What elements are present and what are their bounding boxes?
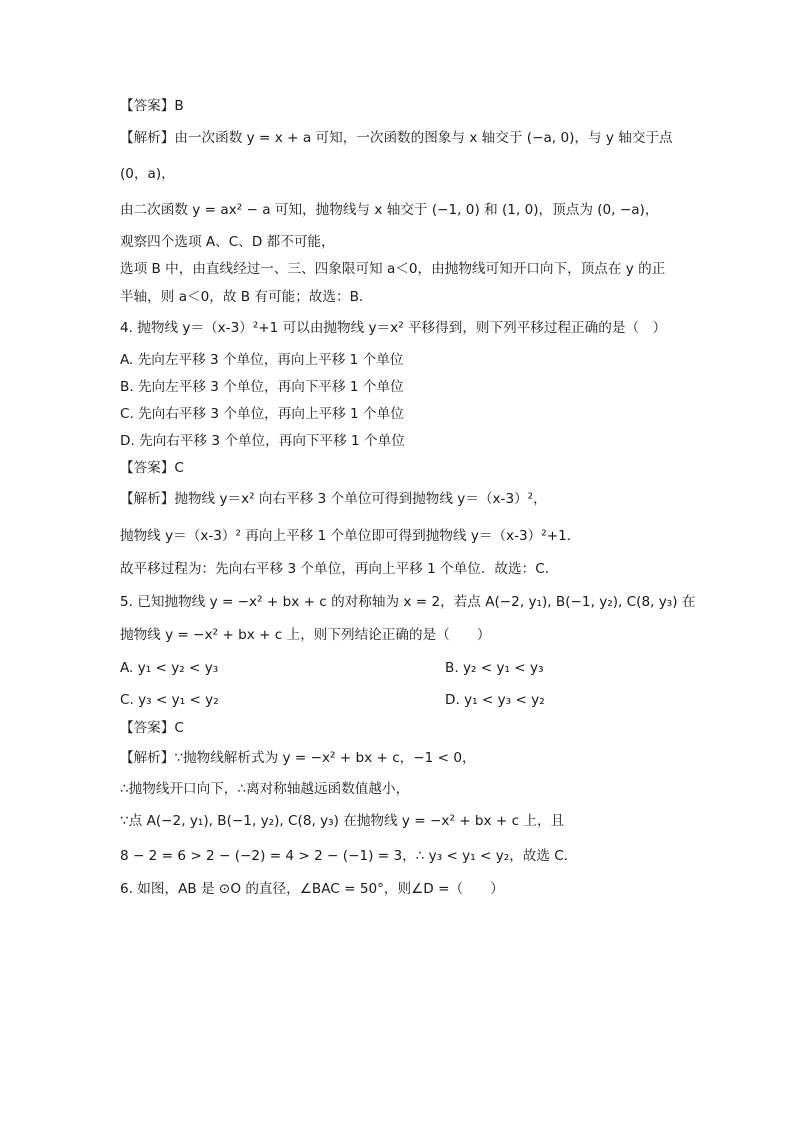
analysis-3-line-1: 【解析】由一次函数 y = x + a 可知，一次函数的图象与 x 轴交于 (−a, 0)，与 y 轴交于点 [120, 130, 673, 146]
question-5-line-2: 抛物线 y = −x² + bx + c 上，则下列结论正确的是（ ） [120, 627, 491, 643]
question-5-option-b: B. y₂ < y₁ < y₃ [445, 660, 544, 676]
analysis-5-line-4: 8 − 2 = 6 > 2 − (−2) = 4 > 2 − (−1) = 3，∴ y₃ < y₁ < y₂，故选 C． [120, 848, 578, 864]
answer-4: 【答案】C [120, 460, 184, 476]
analysis-4-line-2: 抛物线 y＝（x-3）² 再向上平移 1 个单位即可得到抛物线 y＝（x-3）²+1． [120, 528, 581, 544]
question-4-option-a: A. 先向左平移 3 个单位，再向上平移 1 个单位 [120, 352, 404, 368]
analysis-4-line-1: 【解析】抛物线 y＝x² 向右平移 3 个单位可得到抛物线 y＝（x-3）²， [120, 491, 547, 507]
question-4-option-d: D. 先向右平移 3 个单位，再向下平移 1 个单位 [120, 433, 405, 449]
question-4: 4. 抛物线 y＝（x-3）²+1 可以由抛物线 y＝x² 平移得到，则下列平移过程正确的是（ ） [120, 320, 667, 336]
question-5-line-1: 5. 已知抛物线 y = −x² + bx + c 的对称轴为 x = 2，若点 A(−2, y₁), B(−1, y₂), C(8, y₃) 在 [120, 594, 696, 610]
analysis-3-line-2: (0，a)， [120, 166, 175, 182]
question-5-option-a: A. y₁ < y₂ < y₃ [120, 660, 219, 676]
answer-3: 【答案】B [120, 98, 184, 114]
analysis-5-line-3: ∵点 A(−2, y₁), B(−1, y₂), C(8, y₃) 在抛物线 y = −x² + bx + c 上，且 [120, 813, 565, 829]
question-5-option-d: D. y₁ < y₃ < y₂ [445, 692, 545, 708]
question-5-option-c: C. y₃ < y₁ < y₂ [120, 692, 219, 708]
analysis-5-line-2: ∴抛物线开口向下，∴离对称轴越远函数值越小， [120, 781, 410, 797]
analysis-3-line-3: 由二次函数 y = ax² − a 可知，抛物线与 x 轴交于 (−1, 0) 和 (1, 0)，顶点为 (0, −a)， [120, 202, 659, 218]
analysis-3-line-4: 观察四个选项 A、C、D 都不可能， [120, 234, 335, 250]
question-6: 6. 如图，AB 是 ⊙O 的直径，∠BAC = 50°，则∠D =（ ） [120, 881, 504, 897]
question-4-option-b: B. 先向左平移 3 个单位，再向下平移 1 个单位 [120, 379, 404, 395]
analysis-3-line-5: 选项 B 中，由直线经过一、三、四象限可知 a＜0，由抛物线可知开口向下，顶点在 y 的正 [120, 261, 666, 277]
answer-5: 【答案】C [120, 720, 184, 736]
analysis-5-line-1: 【解析】∵抛物线解析式为 y = −x² + bx + c，−1 < 0， [120, 750, 476, 766]
analysis-4-line-3: 故平移过程为：先向右平移 3 个单位，再向上平移 1 个单位．故选：C． [120, 561, 559, 577]
analysis-3-line-6: 半轴，则 a＜0，故 B 有可能；故选：B． [120, 289, 373, 305]
question-4-option-c: C. 先向右平移 3 个单位，再向上平移 1 个单位 [120, 406, 404, 422]
